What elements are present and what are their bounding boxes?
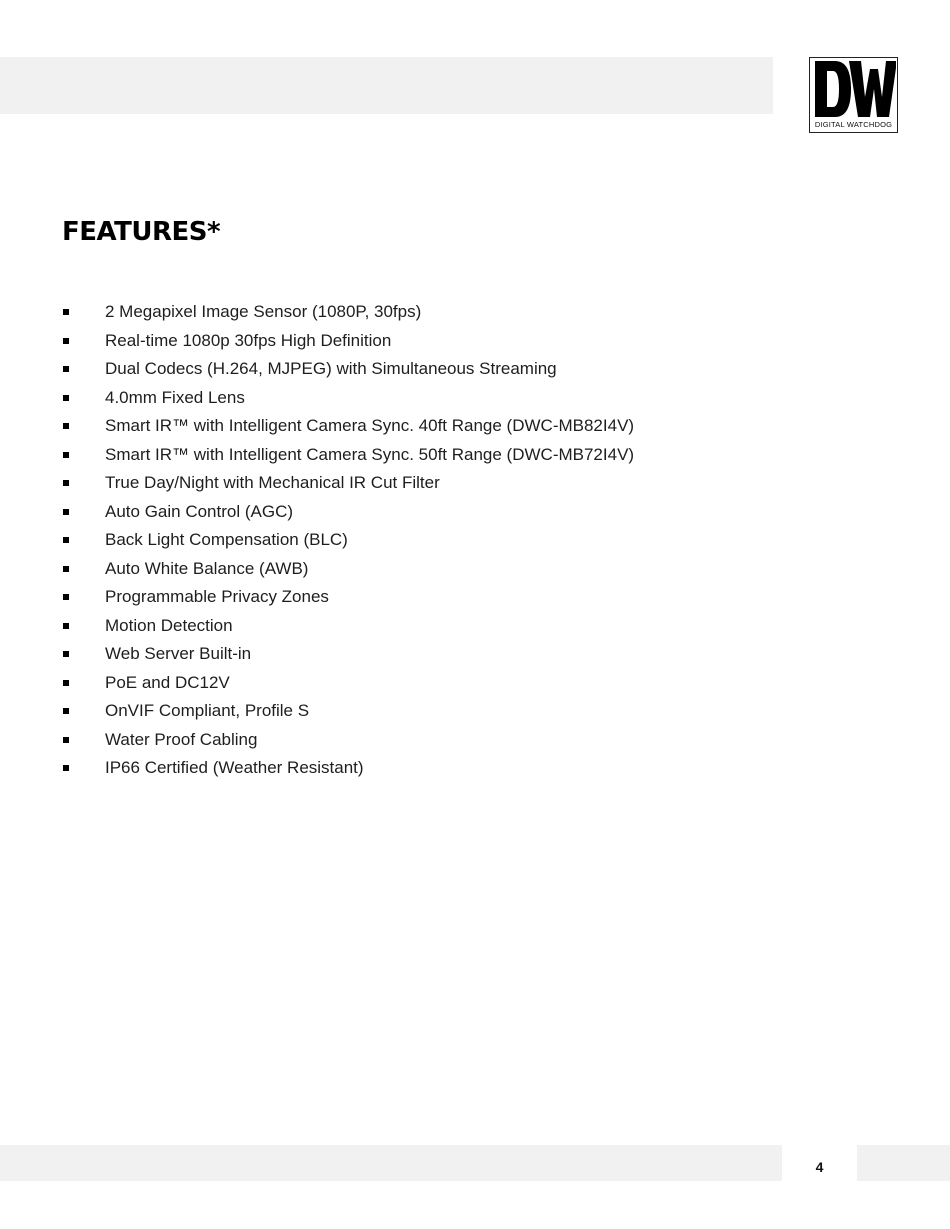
list-item <box>62 726 634 755</box>
list-item <box>62 441 634 470</box>
feature-text: Web Server Built-in <box>105 644 252 663</box>
feature-text: OnVIF Compliant, Profile S <box>105 701 310 720</box>
feature-text: True Day/Night with Mechanical IR Cut Filter <box>105 473 440 492</box>
feature-text: Smart IR™ with Intelligent Camera Sync. 50ft Range (DWC-MB72I4V) <box>105 444 635 464</box>
feature-text: 2 Megapixel Image Sensor (1080P, 30fps) <box>105 302 422 321</box>
feature-text: Water Proof Cabling <box>105 729 258 749</box>
bullet-icon <box>63 594 69 600</box>
page-number: 4 <box>815 1159 824 1175</box>
list-item <box>62 498 634 527</box>
feature-text: Programmable Privacy Zones <box>105 587 329 606</box>
list-item <box>62 526 634 555</box>
bullet-icon <box>63 708 69 714</box>
footer-band-right <box>857 1145 950 1181</box>
feature-text: Dual Codecs (H.264, MJPEG) with Simultaneous Streaming <box>105 359 557 378</box>
list-item <box>62 384 634 413</box>
list-item <box>62 697 634 726</box>
dw-logo-mark <box>813 59 896 119</box>
list-item <box>62 612 634 641</box>
list-item <box>62 298 634 327</box>
bullet-icon <box>63 651 69 657</box>
bullet-icon <box>63 309 69 315</box>
feature-text: PoE and DC12V <box>105 672 230 692</box>
bullet-icon <box>63 366 69 372</box>
bullet-icon <box>63 537 69 543</box>
footer-band-left <box>0 1145 782 1181</box>
bullet-icon <box>63 395 69 401</box>
feature-text: 4.0mm Fixed Lens <box>105 387 245 407</box>
features-list <box>62 298 634 783</box>
feature-text: IP66 Certified (Weather Resistant) <box>105 758 364 777</box>
feature-text: Motion Detection <box>105 615 233 635</box>
bullet-icon <box>63 452 69 458</box>
feature-text: Back Light Compensation (BLC) <box>105 530 348 549</box>
feature-text: Real-time 1080p 30fps High Definition <box>105 330 392 350</box>
feature-text: Auto White Balance (AWB) <box>105 558 309 578</box>
bullet-icon <box>63 737 69 743</box>
page-title: FEATURES* <box>62 217 221 247</box>
bullet-icon <box>63 423 69 429</box>
list-item <box>62 640 634 669</box>
list-item <box>62 754 634 783</box>
bullet-icon <box>63 623 69 629</box>
list-item <box>62 669 634 698</box>
bullet-icon <box>63 509 69 515</box>
list-item <box>62 583 634 612</box>
list-item <box>62 327 634 356</box>
bullet-icon <box>63 480 69 486</box>
company-logo <box>809 57 898 133</box>
bullet-icon <box>63 765 69 771</box>
list-item <box>62 355 634 384</box>
header-band <box>0 57 773 114</box>
feature-text: Smart IR™ with Intelligent Camera Sync. 40ft Range (DWC-MB82I4V) <box>105 416 635 435</box>
bullet-icon <box>63 338 69 344</box>
logo-wordmark: DIGITAL WATCHDOG <box>814 119 893 129</box>
bullet-icon <box>63 680 69 686</box>
list-item <box>62 555 634 584</box>
feature-text: Auto Gain Control (AGC) <box>105 501 294 521</box>
bullet-icon <box>63 566 69 572</box>
list-item <box>62 412 634 441</box>
list-item <box>62 469 634 498</box>
